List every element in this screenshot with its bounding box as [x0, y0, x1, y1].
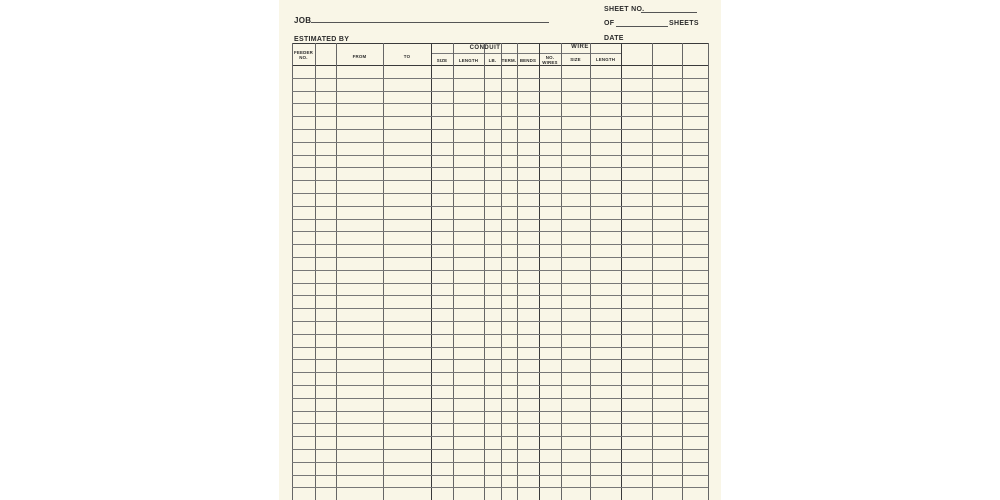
date-label: DATE [604, 35, 624, 42]
header-wire-no-wires: NO. WIRES [542, 55, 558, 65]
col-line [292, 43, 293, 500]
col-line [431, 43, 432, 500]
col-line [621, 43, 622, 500]
table-row-line [292, 231, 708, 232]
col-line [383, 43, 384, 500]
table-row-line [292, 129, 708, 130]
col-line [501, 43, 502, 500]
table-row-line [292, 347, 708, 348]
table-row-line [292, 206, 708, 207]
header-conduit-bends: BENDS [519, 58, 537, 63]
table-row-line [292, 103, 708, 104]
of-label: OF [604, 20, 615, 27]
header-from: FROM [352, 54, 367, 59]
table-top-border [292, 43, 708, 44]
col-line [336, 43, 337, 500]
table-row-line [292, 257, 708, 258]
header-wire-size: SIZE [570, 57, 581, 62]
header-conduit-term: TERM. [501, 58, 517, 63]
table-row-line [292, 462, 708, 463]
table-row-line [292, 283, 708, 284]
col-line [682, 43, 683, 500]
table-row-line [292, 449, 708, 450]
table-row-line [292, 334, 708, 335]
sheet-no-label: SHEET NO. [604, 6, 645, 13]
col-line [539, 43, 540, 500]
header-conduit-length: LENGTH [458, 58, 479, 63]
table-row-line [292, 193, 708, 194]
group-conduit: CONDUIT [469, 45, 501, 51]
job-line[interactable] [311, 22, 549, 23]
col-line [484, 43, 485, 500]
table-row-line [292, 423, 708, 424]
of-line[interactable] [616, 26, 668, 27]
group-wire: WIRE [571, 44, 589, 50]
table-row-line [292, 167, 708, 168]
table-row-line [292, 308, 708, 309]
table-row-line [292, 411, 708, 412]
table-row-line [292, 142, 708, 143]
table-row-line [292, 270, 708, 271]
table-row-line [292, 436, 708, 437]
col-line [708, 43, 709, 500]
table-row-line [292, 219, 708, 220]
table-row-line [292, 398, 708, 399]
table-row-line [292, 385, 708, 386]
table-row-line [292, 180, 708, 181]
job-label: JOB [294, 16, 312, 25]
col-line [315, 43, 316, 500]
col-line [652, 43, 653, 500]
col-line [590, 43, 591, 500]
table-row-line [292, 487, 708, 488]
table-row-line [292, 244, 708, 245]
header-conduit-lb: LB. [488, 58, 497, 63]
header-feeder-no: FEEDER NO. [293, 50, 313, 60]
table-row-line [292, 475, 708, 476]
table-row-line [292, 91, 708, 92]
col-line [517, 43, 518, 500]
header-wire-length: LENGTH [595, 57, 616, 62]
table-row-line [292, 359, 708, 360]
table-header-bottom [292, 65, 708, 66]
table-row-line [292, 321, 708, 322]
wire-group-line [539, 53, 621, 54]
table-row-line [292, 78, 708, 79]
sheet-no-line[interactable] [641, 12, 697, 13]
estimate-sheet [279, 0, 721, 500]
conduit-group-line [431, 53, 539, 54]
col-line [561, 43, 562, 500]
table-row-line [292, 295, 708, 296]
estimated-by-label: ESTIMATED BY [294, 36, 350, 43]
table-row-line [292, 116, 708, 117]
header-conduit-size: SIZE [436, 58, 448, 63]
table-row-line [292, 155, 708, 156]
header-to: TO [403, 54, 411, 59]
col-line [453, 43, 454, 500]
sheets-label: SHEETS [669, 20, 699, 27]
table-row-line [292, 372, 708, 373]
